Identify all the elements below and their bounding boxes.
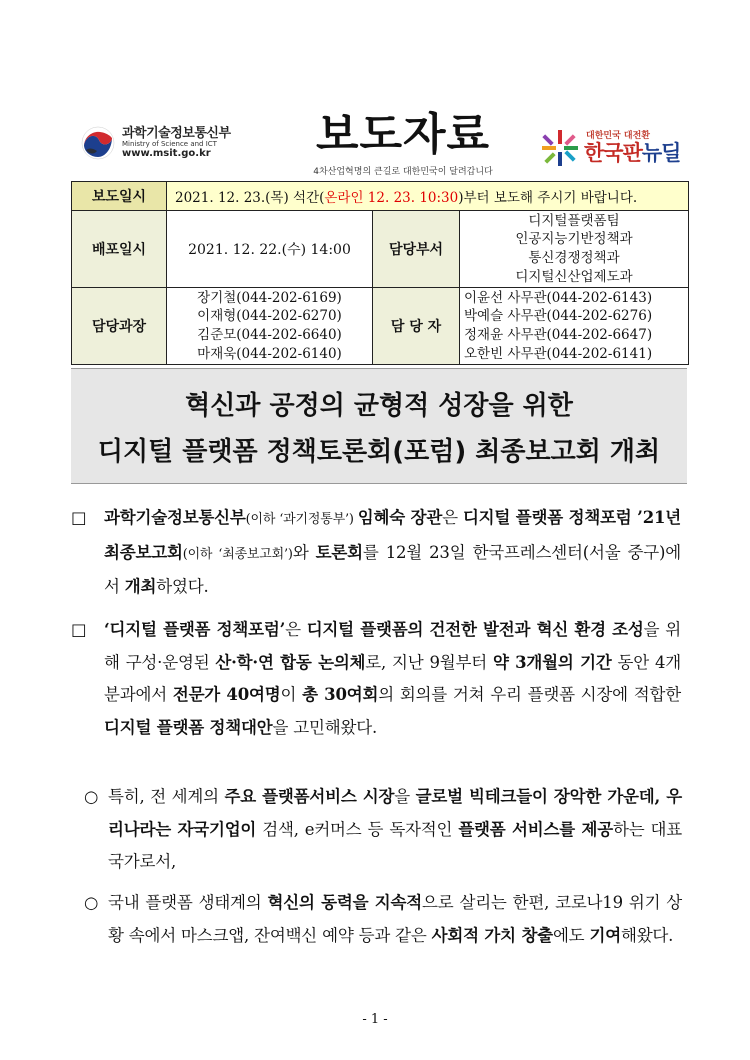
text-span: 글로벌 빅테크들이 장악한 가운데, 우리나라는 자국기업이: [108, 787, 682, 839]
staff-label: 담 당 자: [373, 288, 460, 365]
text-span: 을 고민해왔다.: [272, 717, 378, 737]
staff-item: 이윤선 사무관(044-202-6143): [464, 289, 653, 306]
manager-item: 마재욱(044-202-6140): [197, 345, 342, 362]
text-span: (이하 ‘과기정통부’): [245, 512, 358, 527]
new-deal-name-a: 한국판: [584, 140, 642, 165]
text-span: 디지털 플랫폼 정책대안: [104, 717, 273, 737]
text-span: 로, 지난 9월부터: [365, 652, 493, 672]
release-time-text-b: )부터 보도해 주시기 바랍니다.: [458, 190, 638, 206]
headline-box: [71, 368, 687, 484]
headline-line-2: 디지털 플랫폼 정책토론회(포럼) 최종보고회 개최: [97, 437, 661, 467]
sub-paragraph-2: [84, 887, 682, 952]
staff-list: [460, 288, 689, 365]
headline-line-1: 혁신과 공정의 균형적 성장을 위한: [185, 391, 573, 421]
text-span: 사회적 가치 창출: [431, 925, 553, 945]
text-span: (이하 ‘최종보고회’): [182, 546, 293, 562]
new-deal-tagline: 대한민국 대전환: [586, 131, 650, 142]
page-title: 보도자료: [315, 109, 490, 160]
text-span: 주요 플랫폼서비스 시장: [224, 787, 395, 806]
manager-item: 이재형(044-202-6270): [197, 308, 342, 325]
taegeuk-emblem-icon: [80, 125, 116, 161]
staff-item: 정재윤 사무관(044-202-6647): [464, 327, 653, 343]
text-span: 은: [285, 620, 307, 639]
text-span: 약 3개월의 기간: [492, 652, 612, 672]
paragraph-2: [71, 614, 681, 744]
online-release-time: 온라인 12. 23. 10:30: [324, 190, 459, 206]
release-time-text-a: 2021. 12. 23.(목) 석간(: [175, 190, 325, 206]
text-span: 플랫폼 서비스를 제공: [458, 819, 614, 839]
text-span: 하는 대표국가로서,: [108, 819, 682, 871]
press-release-header: [0, 0, 750, 180]
paragraph-1: [71, 502, 681, 604]
square-bullet: □: [71, 508, 87, 527]
department-item: 인공지능기반정책과: [515, 231, 633, 248]
release-time-label: 보도일시: [72, 182, 167, 211]
department-list: [460, 211, 689, 288]
ministry-english-name: Ministry of Science and ICT: [122, 139, 217, 148]
text-span: 개최: [124, 577, 157, 596]
square-bullet: □: [71, 620, 87, 639]
text-span: 하였다.: [156, 577, 209, 596]
ministry-logo: [80, 125, 231, 161]
text-span: 총 30여회: [302, 685, 379, 704]
circle-bullet: ○: [84, 787, 99, 806]
text-span: 디지털 플랫폼 정책포럼 ’21년 최종보고회: [104, 508, 681, 562]
department-item: 통신경쟁정책과: [528, 250, 620, 266]
new-deal-name-b: 뉴딜: [641, 140, 681, 165]
text-span: 전문가 40여명: [172, 685, 281, 704]
text-span: 을 위해 구성·운영된: [104, 620, 681, 672]
text-span: 검색, e커머스 등 독자적인: [256, 819, 459, 839]
manager-item: 김준모(044-202-6640): [197, 327, 342, 343]
text-span: 임혜숙 장관: [357, 508, 443, 527]
department-item: 디지털플랫폼팀: [528, 212, 620, 229]
sub-paragraph-1: [84, 781, 682, 879]
text-span: 국내 플랫폼 생태계의: [108, 893, 268, 912]
text-span: 과학기술정보통신부: [104, 508, 246, 527]
text-span: 산·학·연 합동 논의체: [215, 652, 366, 672]
staff-item: 오한빈 사무관(044-202-6141): [464, 345, 653, 362]
distribution-time-value: 2021. 12. 22.(수) 14:00: [167, 211, 373, 288]
ministry-name: 과학기술정보통신부: [122, 125, 231, 141]
release-info-table: [71, 181, 689, 365]
korean-new-deal-logo: [540, 128, 680, 168]
text-span: 을: [394, 787, 416, 806]
text-span: 의 회의를 거쳐 우리 플랫폼 시장에 적합한: [378, 685, 681, 704]
manager-list: [167, 288, 373, 365]
text-span: 와: [292, 542, 316, 562]
page-number: - 1 -: [362, 1012, 388, 1027]
distribution-time-label: 배포일시: [72, 211, 167, 288]
text-span: 은: [442, 508, 463, 527]
text-span: 으로 살리는 한편, 코로나19 위기 상황 속에서 마스크앱, 잔여백신 예약 등과 같은: [108, 893, 682, 945]
manager-item: 장기철(044-202-6169): [197, 289, 342, 306]
text-span: 토론회: [315, 542, 363, 562]
release-time-value: [167, 182, 689, 211]
text-span: ‘디지털 플랫폼 정책포럼’: [104, 620, 286, 639]
new-deal-star-icon: [540, 128, 580, 168]
text-span: 기여: [589, 925, 621, 945]
text-span: 해왔다.: [620, 925, 674, 945]
manager-label: 담당과장: [72, 288, 167, 365]
text-span: 특히, 전 세계의: [108, 787, 225, 806]
text-span: 이: [280, 685, 303, 704]
slogan: 4차산업혁명의 큰길로 대한민국이 달려갑니다: [313, 167, 493, 177]
ministry-url: www.msit.go.kr: [122, 148, 211, 160]
text-span: 에도: [552, 925, 590, 945]
department-item: 디지털신산업제도과: [515, 268, 633, 285]
text-span: 디지털 플랫폼의 건전한 발전과 혁신 환경 조성: [306, 620, 644, 639]
circle-bullet: ○: [84, 893, 99, 912]
text-span: 동안 4개 분과에서: [104, 652, 681, 704]
department-label: 담당부서: [373, 211, 460, 288]
staff-item: 박예슬 사무관(044-202-6276): [464, 308, 653, 325]
text-span: 혁신의 동력을 지속적: [267, 893, 423, 912]
text-span: 를 12월 23일 한국프레스센터(서울 중구)에서: [104, 542, 682, 596]
